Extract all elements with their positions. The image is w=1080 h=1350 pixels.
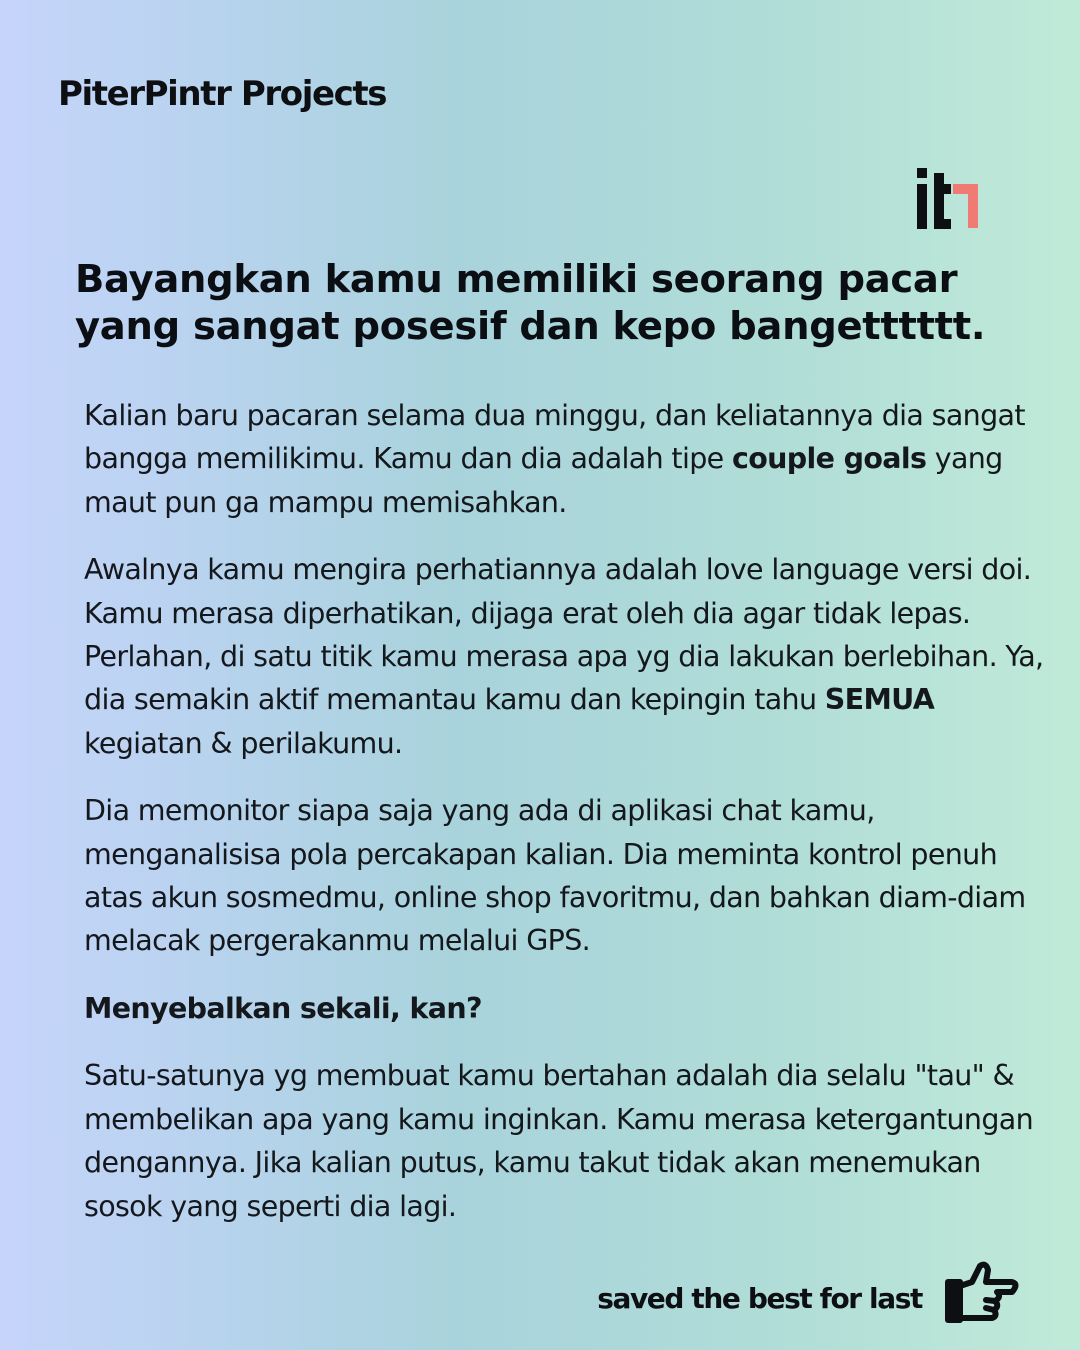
paragraph-question: Menyebalkan sekali, kan? <box>84 991 482 1025</box>
headline <box>75 256 1055 350</box>
paragraph-3: Dia memonitor siapa saja yang ada di aplikasi chat kamu, menganalisisa pola percakapan kalian. Dia meminta kontrol penuh atas akun sosmedmu, online shop favoritmu, dan bahkan diam-diam melacak pergerakanmu melalui GPS. <box>84 794 1026 958</box>
paragraph-2 <box>84 548 1044 765</box>
paragraph-1-text-end: yang maut pun ga mampu memisahkan. <box>84 442 1003 519</box>
footer-caption: saved the best for last <box>597 1282 922 1315</box>
headline-line-2: yang sangat posesif dan kepo bangetttttt. <box>75 304 986 349</box>
pointing-hand-icon <box>942 1260 1022 1326</box>
body-text <box>84 394 1044 1252</box>
headline-line-1: Bayangkan kamu memiliki seorang pacar <box>75 257 958 302</box>
paragraph-1-bold: couple goals <box>731 442 927 476</box>
paragraph-5: Satu-satunya yg membuat kamu bertahan adalah dia selalu "tau" & membelikan apa yang kamu inginkan. Kamu merasa ketergantungan dengannya. Jika kalian putus, kamu takut tidak akan menemukan sosok yang seperti dia lagi. <box>84 1059 1034 1223</box>
brand-name: PiterPintr Projects <box>58 74 387 114</box>
paragraph-2-text: Awalnya kamu mengira perhatiannya adalah love language versi doi. Kamu merasa diperhatikan, dijaga erat oleh dia agar tidak lepas. Perlahan, di satu titik kamu merasa apa yg dia lakukan berlebihan. Ya, dia semakin aktif memantau kamu dan kepingin tahu <box>84 553 1044 717</box>
paragraph-2-bold: SEMUA <box>824 683 935 717</box>
paragraph-2-text-end: kegiatan & perilakumu. <box>84 726 403 760</box>
paragraph-1-text: Kalian baru pacaran selama dua minggu, dan keliatannya dia sangat bangga memilikimu. Kamu dan dia adalah tipe <box>84 399 1025 476</box>
it-logo-icon <box>914 168 980 230</box>
paragraph-1 <box>84 394 1044 524</box>
